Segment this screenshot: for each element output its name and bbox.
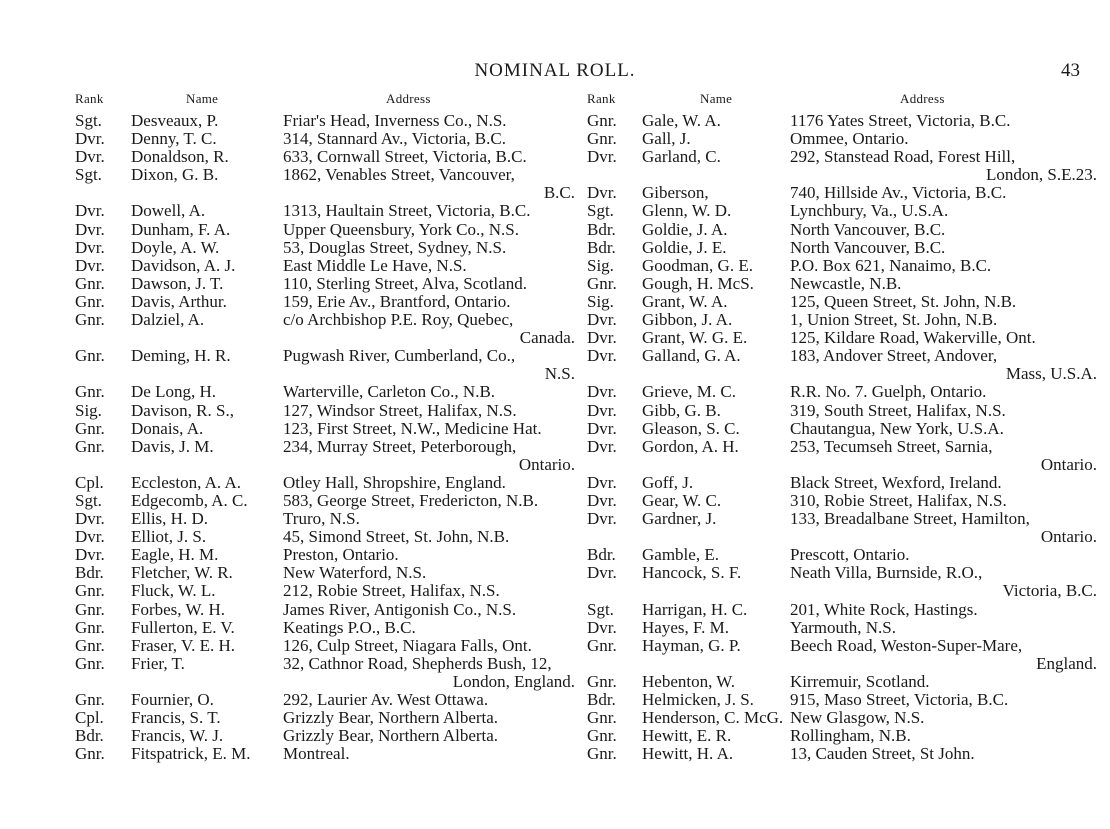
entry-name: Grieve, M. C. [642, 382, 736, 402]
roll-column-right [587, 112, 1097, 763]
entry-rank: Bdr. [587, 219, 616, 239]
entry-rank: Dvr. [587, 563, 617, 583]
entry-rank: Dvr. [75, 129, 105, 149]
roll-entry [75, 221, 575, 239]
entry-address: 314, Stannard Av., Victoria, B.C. [283, 129, 506, 149]
roll-entry [587, 275, 1097, 293]
entry-name: Gardner, J. [642, 509, 717, 529]
roll-entry [75, 564, 575, 582]
entry-rank: Dvr. [587, 400, 617, 420]
address-continuation: England. [1036, 653, 1097, 673]
address-continuation: B.C. [543, 183, 575, 203]
entry-name: Dawson, J. T. [131, 273, 224, 293]
roll-entry [587, 402, 1097, 420]
entry-rank: Sgt. [75, 490, 102, 510]
roll-entry [587, 148, 1097, 166]
entry-name: Goldie, J. A. [642, 219, 728, 239]
entry-name: Hayes, F. M. [642, 617, 729, 637]
entry-address: Beech Road, Weston-Super-Mare, [790, 635, 1023, 655]
entry-rank: Dvr. [587, 328, 617, 348]
column-header-name-right: Name [700, 91, 733, 106]
entry-address: 1313, Haultain Street, Victoria, B.C. [283, 201, 531, 221]
entry-rank: Bdr. [587, 545, 616, 565]
entry-name: Denny, T. C. [131, 129, 217, 149]
entry-rank: Dvr. [587, 346, 617, 366]
entry-name: Giberson, [642, 183, 709, 203]
entry-address: East Middle Le Have, N.S. [283, 255, 467, 275]
entry-rank: Sig. [587, 291, 614, 311]
entry-address: Yarmouth, N.S. [790, 617, 896, 637]
entry-name: Hebenton, W. [642, 671, 736, 691]
roll-entry [587, 673, 1097, 691]
roll-entry [75, 582, 575, 600]
entry-rank: Gnr. [587, 635, 617, 655]
entry-name: Francis, W. J. [131, 726, 224, 746]
roll-entry [587, 347, 1097, 365]
entry-address: Truro, N.S. [283, 509, 360, 529]
entry-address: 212, Robie Street, Halifax, N.S. [283, 581, 500, 601]
entry-rank: Gnr. [587, 671, 617, 691]
roll-entry [75, 148, 575, 166]
roll-entry [75, 347, 575, 365]
entry-address: Chautangua, New York, U.S.A. [790, 418, 1004, 438]
entry-address: 125, Queen Street, St. John, N.B. [790, 291, 1017, 311]
column-header-address-left: Address [386, 91, 431, 106]
entry-address: 915, Maso Street, Victoria, B.C. [790, 690, 1009, 709]
roll-entry [75, 528, 575, 546]
entry-rank: Dvr. [75, 147, 105, 167]
entry-rank: Bdr. [587, 237, 616, 257]
entry-address: 125, Kildare Road, Wakerville, Ont. [790, 328, 1036, 348]
entry-rank: Gnr. [75, 291, 105, 311]
roll-entry [587, 383, 1097, 401]
entry-rank: Dvr. [587, 147, 617, 167]
entry-name: Fitspatrick, E. M. [131, 744, 251, 764]
entry-name: Fluck, W. L. [131, 581, 216, 601]
roll-entry [75, 257, 575, 275]
entry-address: Keatings P.O., B.C. [283, 617, 416, 637]
roll-entry [75, 166, 575, 184]
entry-address: Grizzly Bear, Northern Alberta. [283, 708, 499, 728]
entry-rank: Gnr. [75, 744, 105, 764]
column-header-rank-left: Rank [75, 91, 104, 106]
entry-address: 633, Cornwall Street, Victoria, B.C. [283, 147, 527, 167]
entry-address: Otley Hall, Shropshire, England. [283, 472, 506, 492]
entry-name: Elliot, J. S. [131, 527, 207, 547]
entry-rank: Dvr. [587, 472, 617, 492]
roll-entry [587, 239, 1097, 257]
entry-name: Gough, H. McS. [642, 273, 754, 293]
entry-address: 45, Simond Street, St. John, N.B. [283, 527, 510, 547]
entry-address: 13, Cauden Street, St John. [790, 744, 975, 764]
roll-entry [75, 709, 575, 727]
roll-entry [75, 510, 575, 528]
entry-address: Newcastle, N.B. [790, 273, 902, 293]
entry-rank: Gnr. [75, 599, 105, 619]
entry-rank: Gnr. [75, 581, 105, 601]
entry-address: R.R. No. 7. Guelph, Ontario. [790, 382, 987, 402]
entry-name: Goodman, G. E. [642, 255, 753, 275]
entry-address: 126, Culp Street, Niagara Falls, Ont. [283, 635, 532, 655]
address-continuation: Canada. [519, 328, 575, 348]
entry-address: 292, Stanstead Road, Forest Hill, [790, 147, 1016, 167]
entry-address: 53, Douglas Street, Sydney, N.S. [283, 237, 507, 257]
roll-entry [75, 727, 575, 745]
entry-name: Davis, Arthur. [131, 291, 227, 311]
entry-rank: Dvr. [587, 436, 617, 456]
entry-address: North Vancouver, B.C. [790, 219, 946, 239]
entry-rank: Cpl. [75, 472, 104, 492]
roll-entry [587, 257, 1097, 275]
entry-rank: Gnr. [75, 635, 105, 655]
entry-address: Rollingham, N.B. [790, 726, 911, 746]
column-header-rank-right: Rank [587, 91, 616, 106]
entry-rank: Dvr. [75, 237, 105, 257]
roll-entry [587, 510, 1097, 528]
entry-address: 133, Breadalbane Street, Hamilton, [790, 509, 1030, 529]
entry-rank: Sgt. [587, 599, 614, 619]
roll-entry [75, 420, 575, 438]
address-continuation: Ontario. [1040, 454, 1097, 474]
entry-rank: Dvr. [75, 545, 105, 565]
roll-entry [587, 474, 1097, 492]
entry-address: 123, First Street, N.W., Medicine Hat. [283, 418, 542, 438]
roll-entry [587, 492, 1097, 510]
roll-entry [75, 637, 575, 655]
entry-rank: Gnr. [75, 436, 105, 456]
entry-name: Fletcher, W. R. [131, 563, 233, 583]
entry-rank: Sgt. [75, 165, 102, 185]
entry-rank: Dvr. [587, 183, 617, 203]
entry-name: Dalziel, A. [131, 310, 205, 330]
entry-rank: Gnr. [587, 708, 617, 728]
entry-rank: Dvr. [75, 527, 105, 547]
entry-rank: Dvr. [587, 382, 617, 402]
entry-address: North Vancouver, B.C. [790, 237, 946, 257]
entry-name: Donaldson, R. [131, 147, 229, 167]
entry-address: 740, Hillside Av., Victoria, B.C. [790, 183, 1007, 203]
roll-entry [75, 619, 575, 637]
roll-entry [587, 637, 1097, 655]
column-header-name-left: Name [186, 91, 219, 106]
entry-name: Ellis, H. D. [131, 509, 208, 529]
entry-rank: Dvr. [75, 509, 105, 529]
entry-address: Lynchbury, Va., U.S.A. [790, 201, 949, 221]
page-number: 43 [1061, 60, 1080, 81]
entry-address: c/o Archbishop P.E. Roy, Quebec, [283, 310, 514, 330]
roll-entry [75, 130, 575, 148]
entry-address: Pugwash River, Cumberland, Co., [283, 346, 516, 366]
entry-rank: Dvr. [587, 509, 617, 529]
entry-name: Fullerton, E. V. [131, 617, 235, 637]
entry-address: Warterville, Carleton Co., N.B. [283, 382, 496, 402]
roll-entry [587, 438, 1097, 456]
address-continuation: Ontario. [518, 454, 575, 474]
entry-address: 110, Sterling Street, Alva, Scotland. [283, 273, 527, 293]
entry-name: Deming, H. R. [131, 346, 231, 366]
entry-name: Edgecomb, A. C. [131, 490, 248, 510]
entry-address: Kirremuir, Scotland. [790, 671, 930, 691]
roll-entry [75, 202, 575, 220]
entry-address: 319, South Street, Halifax, N.S. [790, 400, 1006, 420]
entry-name: Hancock, S. F. [642, 563, 742, 583]
entry-rank: Gnr. [75, 653, 105, 673]
roll-column-left [75, 112, 575, 763]
roll-entry [587, 691, 1097, 709]
entry-rank: Bdr. [75, 726, 104, 746]
entry-rank: Dvr. [587, 617, 617, 637]
entry-name: Frier, T. [131, 653, 185, 673]
entry-address: 292, Laurier Av. West Ottawa. [283, 690, 489, 709]
entry-name: Gordon, A. H. [642, 436, 739, 456]
entry-name: Galland, G. A. [642, 346, 741, 366]
entry-name: Goff, J. [642, 472, 694, 492]
roll-entry [75, 293, 575, 311]
entry-rank: Gnr. [587, 273, 617, 293]
entry-name: Goldie, J. E. [642, 237, 727, 257]
entry-rank: Sgt. [587, 201, 614, 221]
entry-name: Hewitt, H. A. [642, 744, 734, 764]
entry-address: 1, Union Street, St. John, N.B. [790, 310, 998, 330]
entry-rank: Gnr. [75, 273, 105, 293]
roll-entry [75, 601, 575, 619]
entry-rank: Dvr. [75, 201, 105, 221]
entry-rank: Gnr. [587, 129, 617, 149]
address-continuation: N.S. [544, 364, 575, 384]
roll-entry [587, 112, 1097, 130]
entry-name: Fournier, O. [131, 690, 214, 709]
entry-rank: Gnr. [587, 111, 617, 130]
entry-name: Gall, J. [642, 129, 691, 149]
entry-address: James River, Antigonish Co., N.S. [283, 599, 517, 619]
entry-name: Eccleston, A. A. [131, 472, 242, 492]
entry-address: 201, White Rock, Hastings. [790, 599, 978, 619]
entry-rank: Sig. [587, 255, 614, 275]
entry-rank: Sig. [75, 400, 102, 420]
entry-address: 127, Windsor Street, Halifax, N.S. [283, 400, 517, 420]
address-continuation: Victoria, B.C. [1002, 581, 1097, 601]
entry-name: Dixon, G. B. [131, 165, 219, 185]
entry-address: Ommee, Ontario. [790, 129, 909, 149]
entry-address: Montreal. [283, 744, 350, 764]
roll-entry [75, 691, 575, 709]
entry-name: Dowell, A. [131, 201, 206, 221]
entry-address: 159, Erie Av., Brantford, Ontario. [283, 291, 511, 311]
roll-entry [587, 202, 1097, 220]
roll-entry [75, 311, 575, 329]
roll-entry [587, 546, 1097, 564]
entry-name: Davidson, A. J. [131, 255, 236, 275]
roll-entry [587, 184, 1097, 202]
entry-rank: Dvr. [587, 490, 617, 510]
entry-name: Gale, W. A. [642, 111, 721, 130]
entry-rank: Gnr. [75, 418, 105, 438]
entry-name: Doyle, A. W. [131, 237, 220, 257]
roll-entry [75, 474, 575, 492]
entry-address: Friar's Head, Inverness Co., N.S. [283, 111, 507, 130]
roll-entry [75, 275, 575, 293]
roll-entry [75, 383, 575, 401]
roll-entry [587, 619, 1097, 637]
entry-rank: Sgt. [75, 111, 102, 130]
entry-address: New Glasgow, N.S. [790, 708, 925, 728]
entry-name: Grant, W. G. E. [642, 328, 748, 348]
entry-name: Harrigan, H. C. [642, 599, 748, 619]
roll-entry [75, 492, 575, 510]
entry-address: P.O. Box 621, Nanaimo, B.C. [790, 255, 992, 275]
entry-name: Hewitt, E. R. [642, 726, 732, 746]
entry-rank: Dvr. [75, 219, 105, 239]
entry-name: Henderson, C. McG. [642, 708, 784, 728]
entry-address: 583, George Street, Fredericton, N.B. [283, 490, 539, 510]
entry-address: Black Street, Wexford, Ireland. [790, 472, 1002, 492]
roll-entry [587, 745, 1097, 763]
entry-name: Helmicken, J. S. [642, 690, 754, 709]
entry-rank: Dvr. [75, 255, 105, 275]
entry-name: Fraser, V. E. H. [131, 635, 235, 655]
entry-name: Gibb, G. B. [642, 400, 721, 420]
entry-rank: Bdr. [75, 563, 104, 583]
roll-entry [587, 130, 1097, 148]
entry-address: New Waterford, N.S. [283, 563, 427, 583]
roll-entry [75, 239, 575, 257]
entry-rank: Gnr. [75, 617, 105, 637]
entry-name: Dunham, F. A. [131, 219, 231, 239]
roll-entry [587, 709, 1097, 727]
roll-entry [587, 311, 1097, 329]
address-continuation: London, S.E.23. [986, 165, 1097, 185]
entry-rank: Gnr. [75, 310, 105, 330]
entry-name: Gamble, E. [642, 545, 719, 565]
entry-name: Davis, J. M. [131, 436, 214, 456]
address-continuation: Ontario. [1040, 527, 1097, 547]
entry-address: Upper Queensbury, York Co., N.S. [283, 219, 519, 239]
entry-name: Gear, W. C. [642, 490, 722, 510]
entry-address: 1176 Yates Street, Victoria, B.C. [790, 111, 1011, 130]
roll-entry [587, 293, 1097, 311]
entry-address: Neath Villa, Burnside, R.O., [790, 563, 983, 583]
address-continuation: London, England. [452, 671, 575, 691]
entry-address: Prescott, Ontario. [790, 545, 910, 565]
entry-address: 183, Andover Street, Andover, [790, 346, 998, 366]
entry-rank: Dvr. [587, 310, 617, 330]
entry-address: 32, Cathnor Road, Shepherds Bush, 12, [283, 653, 552, 673]
entry-rank: Gnr. [587, 726, 617, 746]
roll-entry [75, 438, 575, 456]
entry-name: Grant, W. A. [642, 291, 728, 311]
page-title: NOMINAL ROLL. [474, 60, 636, 81]
entry-name: Desveaux, P. [131, 111, 219, 130]
roll-entry [75, 546, 575, 564]
entry-name: Hayman, G. P. [642, 635, 741, 655]
roll-entry [587, 601, 1097, 619]
entry-rank: Bdr. [587, 690, 616, 709]
entry-name: Glenn, W. D. [642, 201, 732, 221]
roll-entry [75, 402, 575, 420]
entry-name: Donais, A. [131, 418, 204, 438]
roll-entry [587, 727, 1097, 745]
entry-name: Eagle, H. M. [131, 545, 219, 565]
entry-rank: Dvr. [587, 418, 617, 438]
entry-name: Gleason, S. C. [642, 418, 740, 438]
roll-entry [587, 564, 1097, 582]
entry-name: Garland, C. [642, 147, 721, 167]
entry-address: 234, Murray Street, Peterborough, [283, 436, 517, 456]
roll-entry [587, 221, 1097, 239]
entry-name: Davison, R. S., [131, 400, 234, 420]
entry-rank: Cpl. [75, 708, 104, 728]
entry-address: Grizzly Bear, Northern Alberta. [283, 726, 499, 746]
address-continuation: Mass, U.S.A. [1005, 364, 1097, 384]
entry-address: Preston, Ontario. [283, 545, 399, 565]
entry-rank: Gnr. [75, 346, 105, 366]
entry-name: Gibbon, J. A. [642, 310, 733, 330]
entry-address: 1862, Venables Street, Vancouver, [283, 165, 515, 185]
entry-name: Forbes, W. H. [131, 599, 225, 619]
roll-entry [75, 112, 575, 130]
roll-entry [587, 420, 1097, 438]
entry-name: Francis, S. T. [131, 708, 221, 728]
entry-rank: Gnr. [75, 690, 105, 709]
column-header-address-right: Address [900, 91, 945, 106]
roll-entry [587, 329, 1097, 347]
entry-rank: Gnr. [75, 382, 105, 402]
roll-entry [75, 655, 575, 673]
entry-address: 310, Robie Street, Halifax, N.S. [790, 490, 1007, 510]
entry-rank: Gnr. [587, 744, 617, 764]
entry-name: De Long, H. [131, 382, 216, 402]
roll-entry [75, 745, 575, 763]
entry-address: 253, Tecumseh Street, Sarnia, [790, 436, 993, 456]
